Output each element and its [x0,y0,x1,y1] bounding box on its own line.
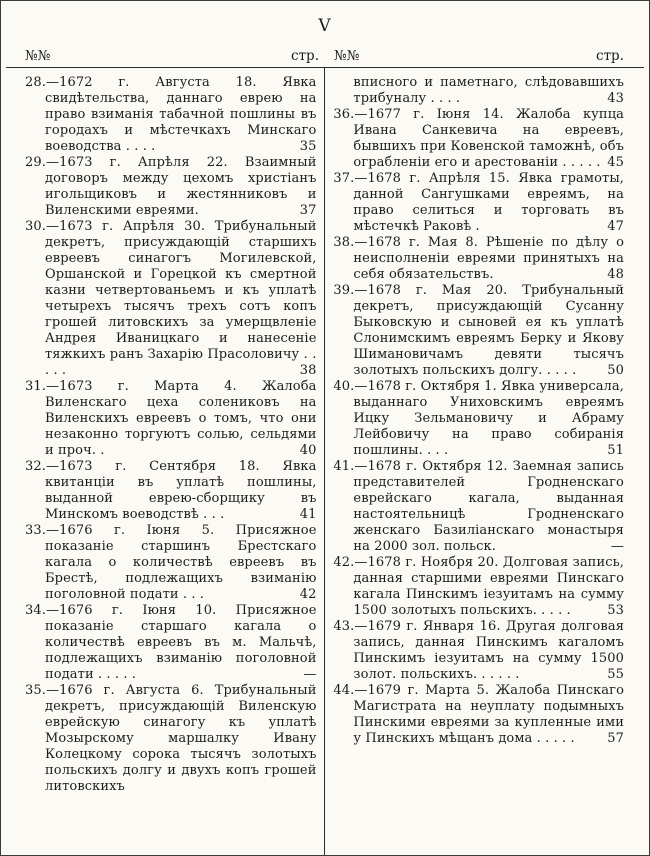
entry-text: —1678 г. Октября 1. Явка универсала, выданнаго Униховскимъ евреямъ Ицку Зельмановичу и Абраму Лейбовичу на право собиранія пошлины. . . . [353,379,624,458]
entry-page-ref: 51 [601,443,624,459]
entry-number: 38. [333,235,355,250]
content-columns [1,68,649,855]
entry-page-ref: 48 [601,267,624,283]
entry-text: —1673 г. Сентября 18. Явка квитанціи въ уплатѣ пошлины, выданной еврею-сборщику въ Минскомъ воеводствѣ . . . [45,459,317,522]
entry-page-ref: — [605,539,624,555]
toc-entry-32 [25,459,317,523]
entry-text: —1676 г. Августа 6. Трибунальный декретъ, присуждающій Виленскую еврейскую синагогу къ уплатѣ Мозырскому маршалку Ивану Колецкому сорока тысячъ золотыхъ польскихъ долгу и двухъ копъ грошей литовскихъ [45,683,317,794]
entry-number: 30. [25,219,46,234]
entry-number: 43. [333,619,355,634]
toc-entry-38 [333,235,624,283]
toc-entry-43 [333,619,624,683]
entry-page-ref: 45 [601,155,624,171]
toc-entry-42 [333,555,624,619]
entry-number: 41. [333,459,355,474]
toc-entry-31 [25,379,317,459]
right-column [324,68,649,855]
entry-text: —1679 г. Января 16. Другая долговая запись, данная Пинскимъ кагаломъ Пинскимъ іезуитамъ на сумму 1500 золот. польскихъ. . . . . . [353,619,624,682]
toc-entry-44 [333,683,624,747]
entry-number: 31. [25,379,46,394]
entry-text: —1676 г. Іюня 5. Присяжное показаніе старшинъ Брестскаго кагала о количествѣ евреевъ въ Брестѣ, подлежащихъ взиманію поголовной подати . . . [45,523,317,602]
entry-number: 42. [333,555,355,570]
entry-page-ref: 43 [601,91,624,107]
entry-number: 40. [333,379,355,394]
entry-page-ref: 37 [294,203,317,219]
entry-text: —1672 г. Августа 18. Явка свидѣтельства, даннаго еврею на право взиманія табачной пошлины въ городахъ и мѣстечкахъ Минскаго воеводства . . . . [45,75,317,154]
entry-text: —1673 г. Марта 4. Жалоба Виленскаго цеха солениковъ на Виленскихъ евреевъ о томъ, что они незаконно торгуютъ солью, сельдями и проч. . [45,379,317,458]
entry-text: —1676 г. Іюня 10. Присяжное показаніе старшаго кагала о количествѣ евреевъ въ м. Мальчѣ, подлежащихъ взиманію поголовной подати . . . . . [45,603,317,682]
entry-page-ref: 42 [294,587,317,603]
toc-entry-continuation [333,75,624,107]
entry-text: —1673 г. Апрѣля 22. Взаимный договоръ между цехомъ христіанъ игольщиковъ и жестянниковъ и Виленскими евреями. [45,155,317,218]
toc-entry-30 [25,219,317,379]
toc-entry-41 [333,459,624,555]
entry-page-ref: — [297,667,316,683]
toc-entry-35 [25,683,317,795]
entry-number: 37. [333,171,355,186]
entry-text: —1678 г. Октября 12. Заемная запись представителей Гродненскаго еврейскаго кагала, выданная настоятельницѣ Гродненскаго женскаго Базиліанскаго монастыря на 2000 зол. польск. [353,459,624,554]
left-column [1,68,324,855]
right-header-page-label: стр. [596,48,624,64]
left-header-page-label: стр. [291,48,319,64]
entry-text: вписного и паметнаго, слѣдовавшихъ трибуналу . . . . [353,75,624,106]
entry-text: —1678 г. Мая 8. Рѣшеніе по дѣлу о неисполненіи евреями принятыхъ на себя обязательствъ. [353,235,624,282]
entry-page-ref: 50 [601,363,624,379]
entry-text: —1677 г. Іюня 14. Жалоба купца Ивана Санкевича на евреевъ, бывшихъ при Ковенской таможнѣ, объ ограбленіи его и арестованіи . . . . . [353,107,624,170]
entry-number: 34. [25,603,46,618]
entry-number: 29. [25,155,46,170]
entry-text: —1673 г. Апрѣля 30. Трибунальный декретъ, присуждающій старшихъ евреевъ синагогъ Могилевской, Оршанской и Горецкой къ смертной казни четвертованьемъ и къ уплатѣ четырехъ тысячъ трехъ сотъ копъ грошей литовскихъ за умерщвленіе Андрея Иваницкаго и нанесеніе тяжкихъ ранъ Захарію Прасоловичу . . . . . [45,219,317,378]
toc-entry-33 [25,523,317,603]
entry-page-ref: 40 [294,443,317,459]
entry-page-ref: 53 [601,603,624,619]
entry-number: 35. [25,683,46,698]
entry-text: —1678 г. Апрѣля 15. Явка грамоты, данной Сангушками евреямъ, на право селиться и торговать въ мѣстечкѣ Раковѣ . [353,171,624,234]
toc-entry-34 [25,603,317,683]
toc-entry-36 [333,107,624,171]
entry-number: 33. [25,523,46,538]
entry-text: —1678 г. Ноября 20. Долговая запись, данная старшими евреями Пинскаго кагала Пинскимъ іезуитамъ на сумму 1500 золотыхъ польскихъ. . . . . [353,555,624,618]
entry-text: —1678 г. Мая 20. Трибунальный декретъ, присуждающій Сусанну Быковскую и сыновей ея къ уплатѣ Слонимскимъ евреямъ Берку и Якову Шимановичамъ девяти тысячъ золотыхъ польскихъ долгу. . . . . [353,283,624,378]
left-header-number-label: №№ [25,48,51,64]
entry-page-ref: 41 [294,507,317,523]
page-number: V [318,16,332,36]
entry-number: 32. [25,459,46,474]
entry-number: 36. [333,107,355,122]
entry-page-ref: 38 [294,363,317,379]
toc-entry-37 [333,171,624,235]
entry-number: 28. [25,75,46,90]
toc-entry-39 [333,283,624,379]
right-header-number-label: №№ [334,48,360,64]
entry-page-ref: 47 [601,219,624,235]
entry-number: 44. [333,683,355,698]
column-headers [1,48,649,66]
right-column-header [334,48,624,64]
entry-text: —1679 г. Марта 5. Жалоба Пинскаго Магистрата на неуплату подымныхъ Пинскими евреями за купленные ими у Пинскихъ мѣщанъ дома . . . . . [353,683,624,746]
entry-page-ref: 55 [601,667,624,683]
toc-entry-40 [333,379,624,459]
entry-number: 39. [333,283,355,298]
left-column-header [25,48,319,64]
toc-entry-29 [25,155,317,219]
toc-entry-28 [25,75,317,155]
entry-page-ref: 57 [601,731,624,747]
entry-page-ref: 35 [294,139,317,155]
